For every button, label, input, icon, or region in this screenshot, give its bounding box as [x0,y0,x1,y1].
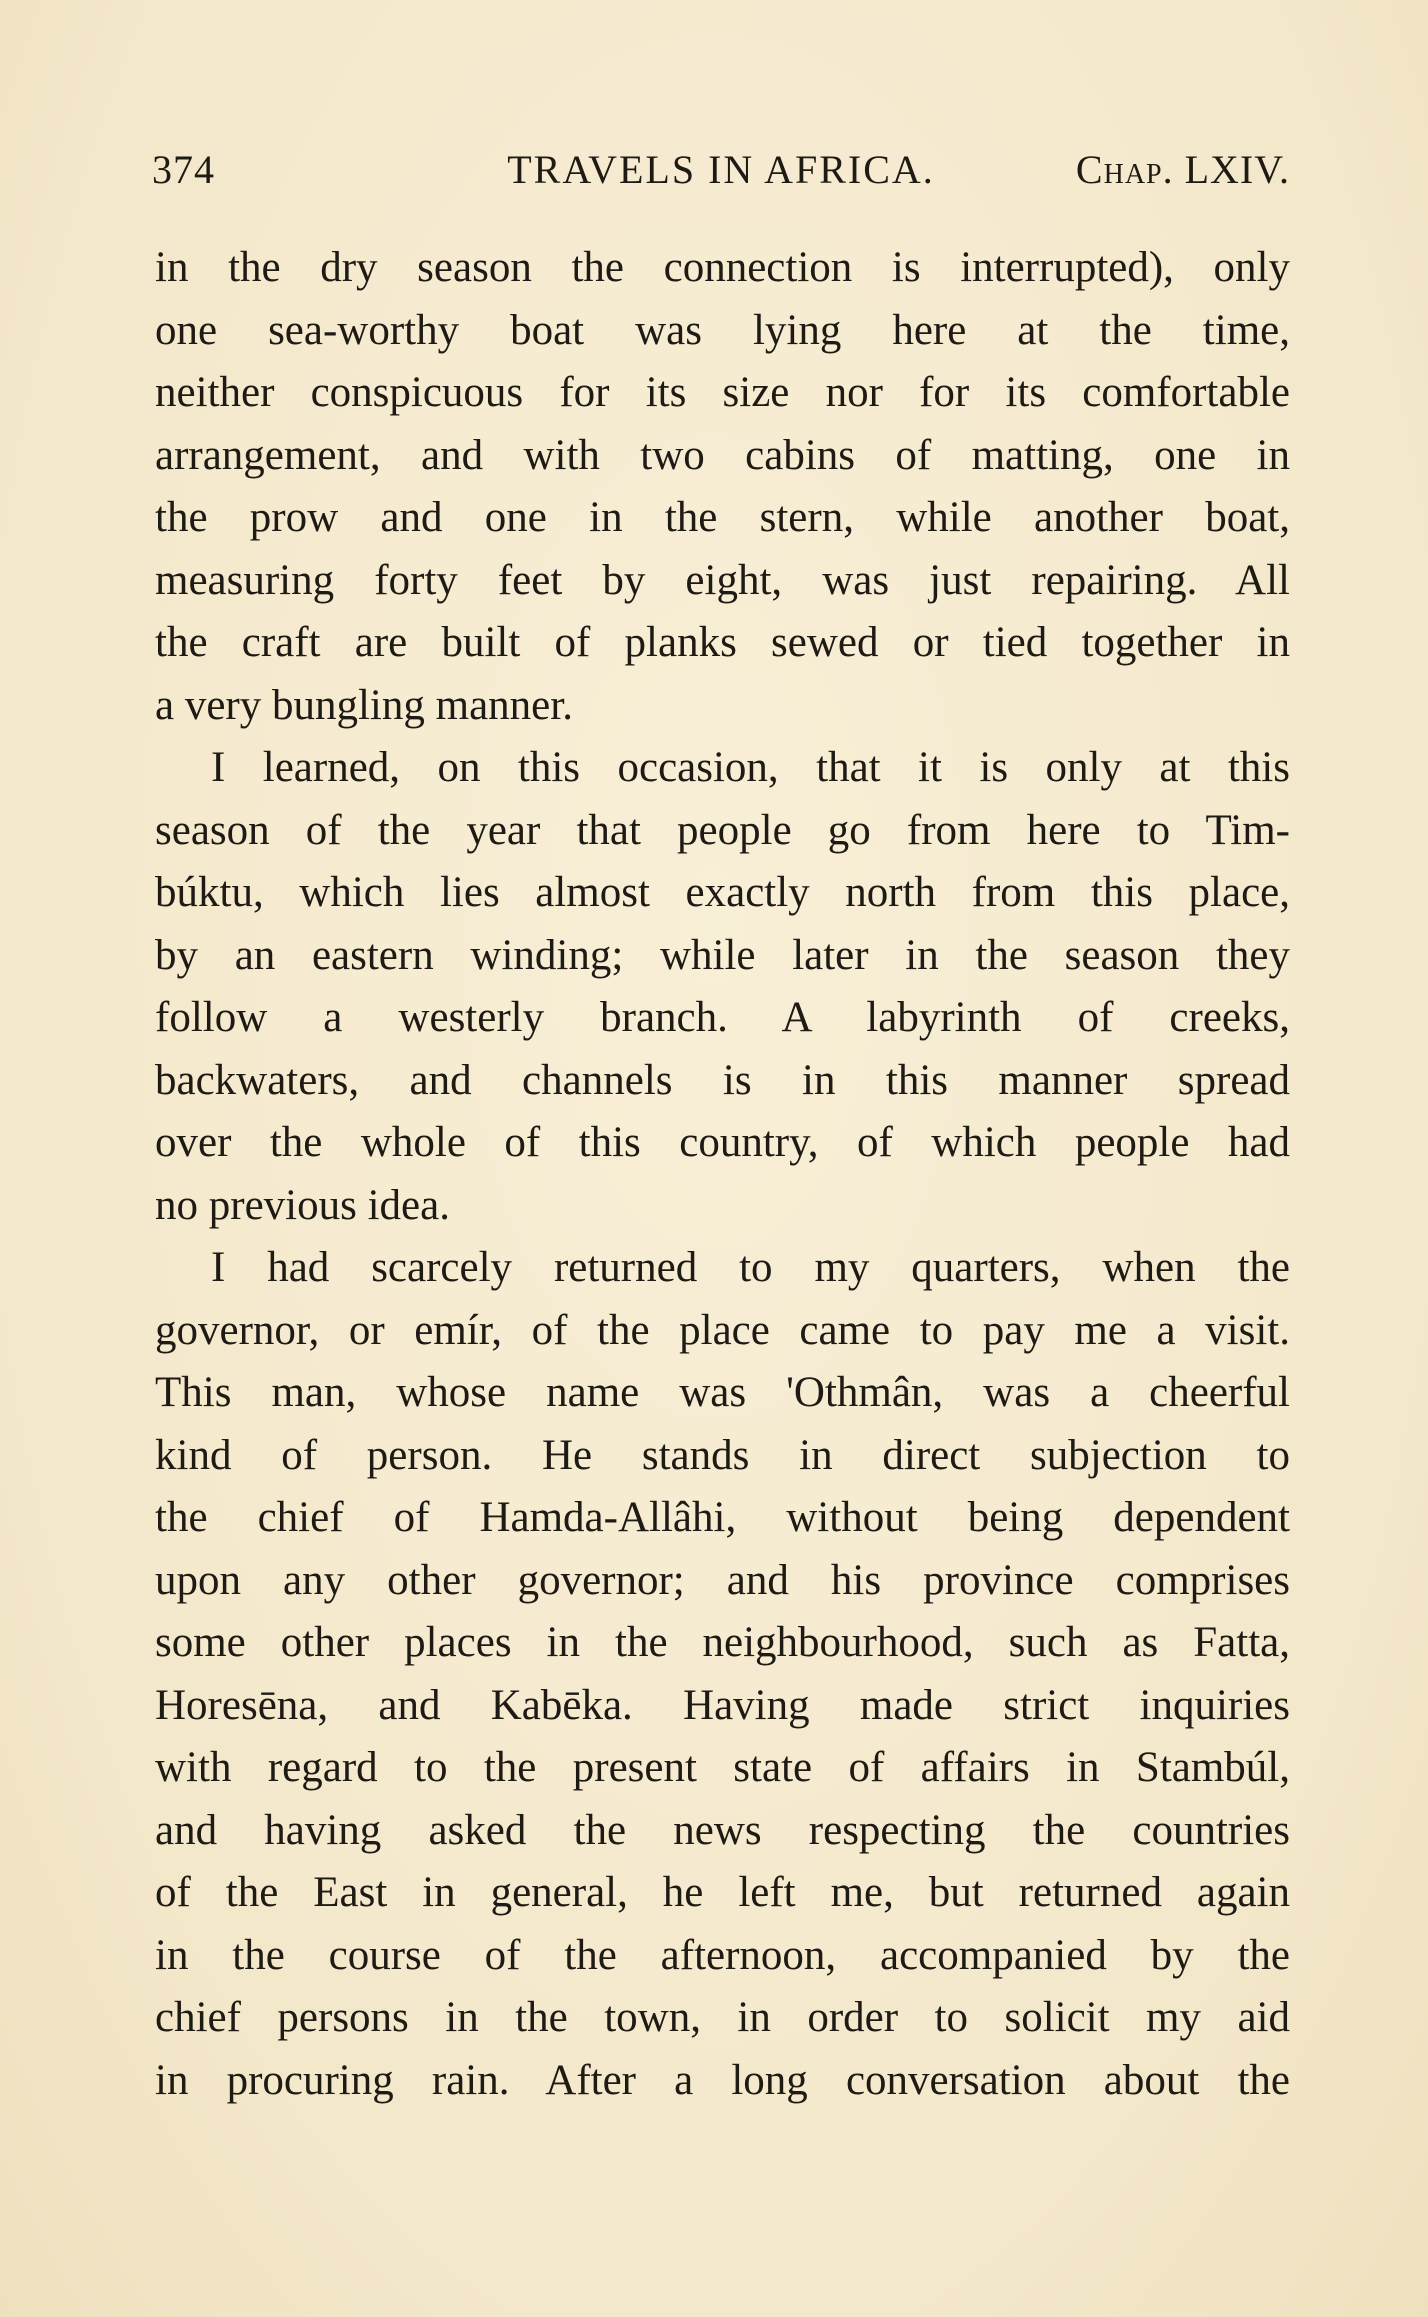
text-line: of the East in general, he left me, but returned again [155,1869,1290,1916]
text-line: neither conspicuous for its size nor for its comfortable [155,369,1290,416]
text-line: búktu, which lies almost exactly north from this place, [155,869,1290,916]
text-line: in the course of the afternoon, accompanied by the [155,1931,1290,1979]
text-line: measuring forty feet by eight, was just repairing. All [155,556,1290,604]
text-line: This man, whose name was 'Othmân, was a cheerful [155,1369,1290,1416]
text-line: governor, or emír, of the place came to pay me a visit. [155,1306,1290,1354]
text-line: over the whole of this country, of which people had [155,1119,1290,1166]
text-line: follow a westerly branch. A labyrinth of creeks, [155,994,1290,1041]
text-line: a very bungling manner. [155,681,573,729]
text-line: some other places in the neighbourhood, such as Fatta, [155,1619,1290,1666]
text-line: with regard to the present state of affairs in Stambúl, [155,1744,1290,1791]
text-line: no previous idea. [155,1181,450,1229]
page-number: 374 [152,147,215,192]
paragraph-first-line: I learned, on this occasion, that it is only at this [211,744,1290,791]
text-line: arrangement, and with two cabins of matting, one in [155,431,1290,479]
text-line: in the dry season the connection is interrupted), only [155,244,1290,291]
paragraph-first-line: I had scarcely returned to my quarters, when the [211,1244,1290,1291]
running-head [152,140,1290,200]
text-line: backwaters, and channels is in this manner spread [155,1056,1290,1104]
text-line: upon any other governor; and his province comprises [155,1556,1290,1604]
text-line: kind of person. He stands in direct subjection to [155,1431,1290,1479]
book-title: TRAVELS IN AFRICA. [507,147,935,192]
text-line: the craft are built of planks sewed or tied together in [155,619,1290,666]
text-line: in procuring rain. After a long conversation about the [155,2056,1290,2104]
text-line: the prow and one in the stern, while another boat, [155,494,1290,541]
text-line: season of the year that people go from here to Tim- [155,806,1290,854]
body-text [155,237,1290,2112]
text-line: the chief of Hamda-Allâhi, without being dependent [155,1494,1290,1541]
text-line: by an eastern winding; while later in the season they [155,931,1290,979]
text-line: and having asked the news respecting the countries [155,1806,1290,1854]
text-line: one sea-worthy boat was lying here at the time, [155,306,1290,354]
chapter-label: Chap. LXIV. [1075,147,1290,192]
text-line: chief persons in the town, in order to solicit my aid [155,1994,1290,2041]
text-line: Horesēna, and Kabēka. Having made strict inquiries [155,1681,1290,1729]
